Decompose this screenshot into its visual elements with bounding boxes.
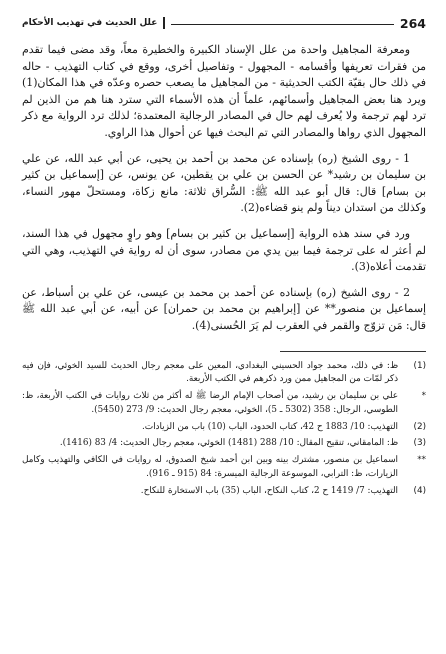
footnote-mark: (4) (413, 485, 426, 496)
header-tick-divider (163, 17, 165, 29)
footnote-item (22, 485, 426, 499)
footnote-text: اسماعيل بن منصور، مشترك بينه وبين ابن أحمد شيخ الصدوق، له روايات في الكافي والتهذيب وكامل الزيارات، ظ: الترابي، الموسوعة الرجالية الميسرة: 84 (915 ـ 916). (22, 455, 398, 480)
footnote-item (22, 360, 426, 388)
footnote-text: علي بن سليمان بن رشيد، من أصحاب الإمام الرضا ﷺ له أكثر من ثلاث روايات في الكتب الأربعة، ظ: الطوسي، الرجال: 358 (5302 ـ 5)، الخوئي، معجم رجال الحديث: 9/ 273 (5450). (22, 391, 398, 415)
footnote-mark: (1) (413, 360, 426, 371)
footnote-text: ظ: في ذلك، محمد جواد الحسيني البغدادي، المعين على معجم رجال الحديث للسيد الخوئي، فإن فيه ذكر لمّات من المجاهيل ممن ورد ذكرهم في الكتب الأربعة. (22, 360, 398, 385)
page-header (22, 12, 426, 34)
footnote-item (22, 421, 426, 435)
paragraph-intro: ومعرفة المجاهيل واحدة من علل الإسناد الكبيرة والخطيرة معاً، وقد مضى فيما تقدم من فقرات تعريفها وأقسامه - المجهول - وتفاصيل أخرى، ووقع في كتاب التهذيب - حاله في ذلك حال بقيّة الكتب الحديثية - من المجاهيل ما يصعب حصره وعدّه في هذا المكان(1) ويرد هنا بعض المجاهيل وأسمائهم، علماً أن هذه الأسماء التي سترد هنا هم من الذين لم ترد لهم ترجمة ولا يُعرف لهم حال في المصادر الرجالية المعتمدة؛ لذلك ترد الرواية مع ذكر المجهول الذي رواها والمصادر التي تم البحث فيها عن أحوال هذا الراوي. (22, 43, 426, 139)
main-text (22, 42, 426, 335)
paragraph-gap (22, 142, 426, 151)
footnote-text: ظ: المامقاني، تنقيح المقال: 10/ 288 (1481) الخوئي، معجم رجال الحديث: 4/ 83 (1416). (59, 438, 398, 449)
paragraph-narration-2: 2 - روى الشيخ (ره) بإسناده عن أحمد بن محمد بن عيسى، عن علي بن أسباط، عن إسماعيل بن منصور** عن [إبراهيم بن محمد بن حمران] عن أبيه، عن أبي عبد الله ﷺ قال: مَن تزوّج والقمر في العقرب لم يَرَ الحُسنى(4). (22, 285, 426, 332)
paragraph-gap (22, 276, 426, 285)
footnote-item (22, 390, 426, 418)
footnote-text: التهذيب: 7/ 1419 ح 2، كتاب النكاح، الباب (35) باب الاستخارة للنكاح. (140, 485, 398, 496)
footnote-mark: * (421, 391, 426, 402)
paragraph-commentary-1: ورد في سند هذه الرواية [إسماعيل بن كثير بن بسام] وهو راوٍ مجهول في هذا السند، لم أعثر له على ترجمة فيما بين يدي من مصادر، سوى أن له رواية في التهذيب، وهي التي تقدمت أعلاه(3). (22, 226, 426, 274)
page-number: 264 (399, 15, 426, 31)
footnotes (22, 360, 426, 499)
paragraph-gap (22, 217, 426, 226)
footnote-item (22, 454, 426, 482)
footnote-mark: (3) (413, 438, 426, 449)
footnote-mark: (2) (413, 421, 426, 432)
footnote-separator (280, 351, 426, 352)
footnote-text: التهذيب: 10/ 1883 ح 42، كتاب الحدود، الباب (10) باب من الزيادات. (142, 421, 398, 432)
running-title: علل الحديث في تهذيب الأحكام (22, 18, 158, 28)
footnote-item (22, 437, 426, 451)
paragraph-narration-1: 1 - روى الشيخ (ره) بإسناده عن محمد بن أحمد بن يحيى، عن أبي عبد الله، عن علي بن سليمان بن رشيد* عن الحسن بن علي بن يقطين، عن يونس، عن [إسماعيل بن كثير بن بسام] قال: قال أبو عبد الله ﷺ: السُّراق ثلاثة: مانع زكاة، ومستحلّ مهور النساء، وكذلك من استدان ديناً ولم ينو قضاءه(2). (22, 151, 426, 215)
header-rule (171, 24, 394, 25)
footnote-mark: ** (417, 455, 426, 466)
